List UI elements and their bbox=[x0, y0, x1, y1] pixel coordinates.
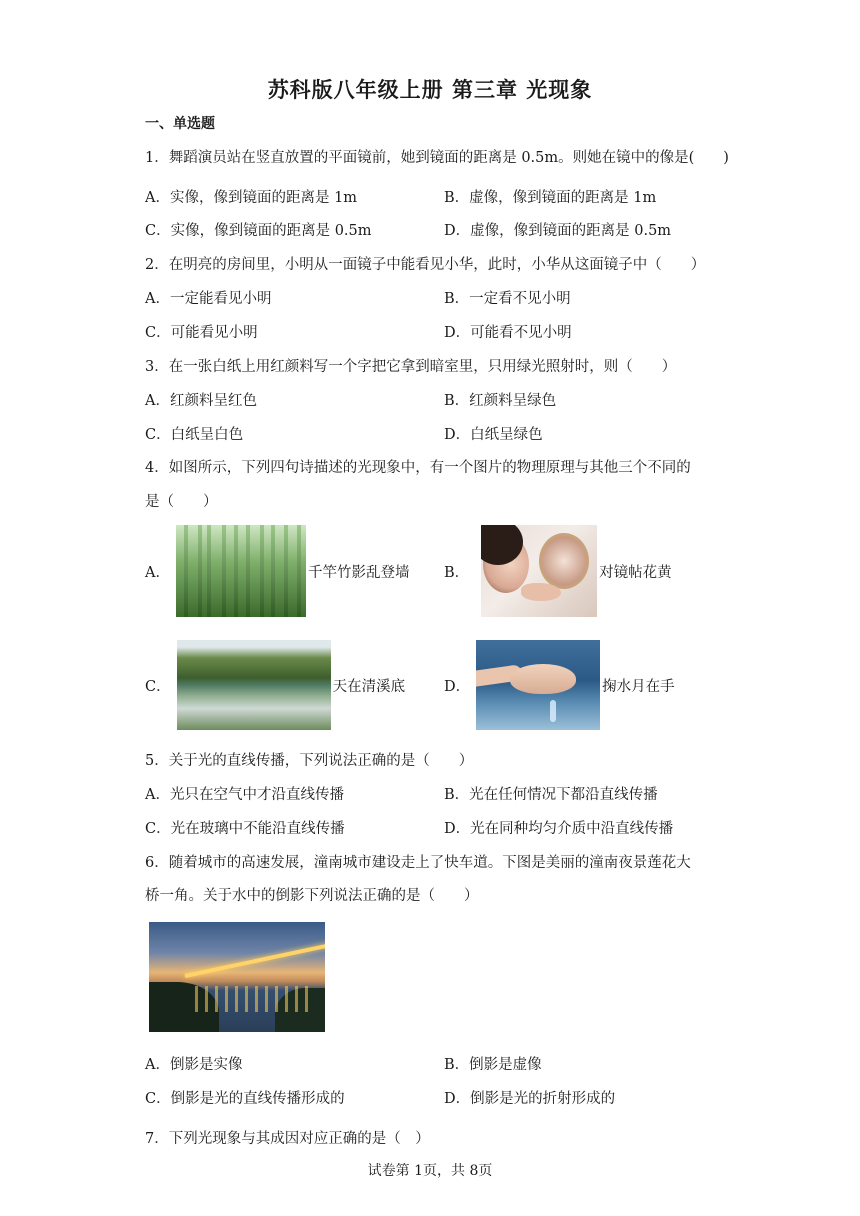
question-6-option-d: D．倒影是光的折射形成的 bbox=[444, 1091, 616, 1107]
question-4-option-a bbox=[145, 525, 409, 617]
question-6-option-b: B．倒影是虚像 bbox=[444, 1057, 542, 1073]
question-3-option-c: C．白纸呈白色 bbox=[145, 427, 244, 443]
question-5-option-a: A．光只在空气中才沿直线传播 bbox=[145, 787, 344, 803]
question-3-option-d: D．白纸呈绿色 bbox=[444, 427, 543, 443]
bridge-night-photo bbox=[149, 922, 325, 1032]
question-3-option-b: B．红颜料呈绿色 bbox=[444, 393, 557, 409]
option-caption: 天在清溪底 bbox=[332, 678, 406, 695]
question-7-stem: 7．下列光现象与其成因对应正确的是（ ） bbox=[145, 1131, 430, 1147]
option-caption: 千竿竹影乱登墙 bbox=[307, 564, 410, 581]
bamboo-photo bbox=[176, 525, 306, 617]
option-letter: D． bbox=[444, 678, 471, 695]
question-4-option-b bbox=[444, 525, 672, 617]
question-5-option-c: C．光在玻璃中不能沿直线传播 bbox=[145, 821, 345, 837]
water-hands-photo bbox=[476, 640, 600, 730]
page-footer: 试卷第 1页，共 8页 bbox=[367, 1163, 493, 1179]
option-letter: A． bbox=[145, 564, 170, 581]
question-5-option-d: D．光在同种均匀介质中沿直线传播 bbox=[444, 821, 674, 837]
question-3-stem: 3．在一张白纸上用红颜料写一个字把它拿到暗室里，只用绿光照射时，则（ ） bbox=[145, 359, 677, 375]
page-title: 苏科版八年级上册 第三章 光现象 bbox=[267, 78, 593, 102]
question-1-option-a: A．实像，像到镜面的距离是 1m bbox=[145, 190, 358, 206]
option-letter: C． bbox=[145, 678, 171, 695]
question-1-option-b: B．虚像，像到镜面的距离是 1m bbox=[444, 190, 657, 206]
question-6-stem-line2: 桥一角。关于水中的倒影下列说法正确的是（ ） bbox=[145, 888, 479, 904]
question-4-option-c bbox=[145, 640, 405, 730]
river-photo bbox=[177, 640, 331, 730]
question-2-stem: 2．在明亮的房间里，小明从一面镜子中能看见小华，此时，小华从这面镜子中（ ） bbox=[145, 257, 706, 273]
question-6-option-a: A．倒影是实像 bbox=[145, 1057, 243, 1073]
question-4-stem-line2: 是（ ） bbox=[145, 494, 218, 510]
question-2-option-c: C．可能看见小明 bbox=[145, 325, 258, 341]
question-2-option-b: B．一定看不见小明 bbox=[444, 291, 571, 307]
mirror-photo bbox=[481, 525, 597, 617]
option-caption: 掬水月在手 bbox=[602, 678, 675, 695]
question-6-option-c: C．倒影是光的直线传播形成的 bbox=[145, 1091, 345, 1107]
question-2-option-a: A．一定能看见小明 bbox=[145, 291, 272, 307]
question-1-option-d: D．虚像，像到镜面的距离是 0.5m bbox=[444, 223, 672, 239]
option-caption: 对镜帖花黄 bbox=[599, 564, 672, 581]
question-2-option-d: D．可能看不见小明 bbox=[444, 325, 572, 341]
question-4-stem-line1: 4．如图所示，下列四句诗描述的光现象中，有一个图片的物理原理与其他三个不同的 bbox=[145, 460, 691, 476]
question-5-option-b: B．光在任何情况下都沿直线传播 bbox=[444, 787, 658, 803]
question-4-option-d bbox=[444, 640, 675, 730]
question-5-stem: 5．关于光的直线传播，下列说法正确的是（ ） bbox=[145, 753, 474, 769]
question-1-stem: 1．舞蹈演员站在竖直放置的平面镜前，她到镜面的距离是 0.5m。则她在镜中的像是( ) bbox=[145, 150, 729, 166]
question-1-option-c: C．实像，像到镜面的距离是 0.5m bbox=[145, 223, 372, 239]
question-6-stem-line1: 6．随着城市的高速发展，潼南城市建设走上了快车道。下图是美丽的潼南夜景莲花大 bbox=[145, 855, 691, 871]
section-heading: 一、单选题 bbox=[145, 116, 215, 132]
question-3-option-a: A．红颜料呈红色 bbox=[145, 393, 257, 409]
option-letter: B． bbox=[444, 564, 470, 581]
